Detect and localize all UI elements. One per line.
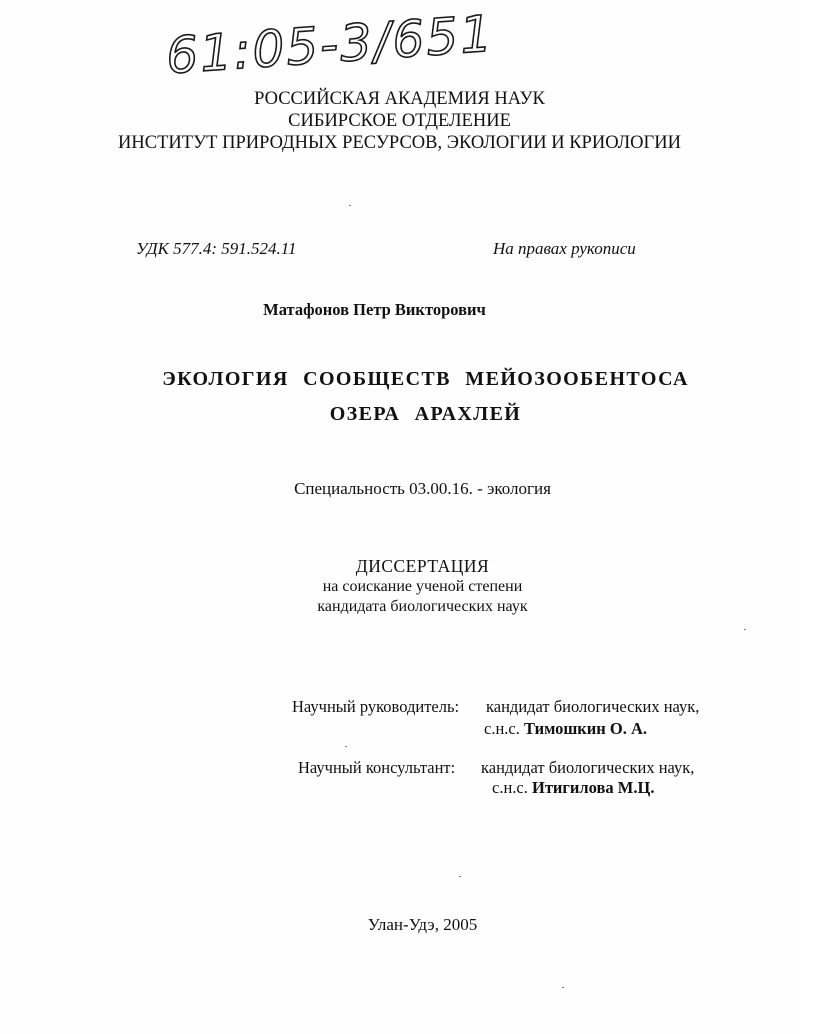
degree-line-1: на соискание ученой степени	[322, 578, 523, 595]
scan-speck	[345, 746, 347, 747]
scan-speck	[562, 987, 564, 988]
branch-name: СИБИРСКОЕ ОТДЕЛЕНИЕ	[288, 111, 511, 131]
institute-name: ИНСТИТУТ ПРИРОДНЫХ РЕСУРСОВ, ЭКОЛОГИИ И КРИОЛОГИИ	[118, 133, 681, 153]
supervisor-role: Научный руководитель:	[292, 697, 460, 716]
supervisor-name: Тимошкин О. А.	[523, 719, 648, 738]
scan-speck	[459, 876, 461, 877]
thesis-title-line-1: ЭКОЛОГИЯ СООБЩЕСТВ МЕЙОЗООБЕНТОСА	[162, 368, 689, 390]
supervisor-degree: кандидат биологических наук,	[486, 697, 700, 716]
author-name: Матафонов Петр Викторович	[263, 300, 486, 319]
scan-speck	[744, 629, 746, 630]
thesis-title-line-2: ОЗЕРА АРАХЛЕЙ	[329, 403, 522, 425]
udk-code: УДК 577.4: 591.524.11	[136, 239, 297, 258]
specialty: Специальность 03.00.16. - экология	[294, 479, 551, 498]
manuscript-rights: На правах рукописи	[493, 239, 636, 258]
dissertation-heading: ДИССЕРТАЦИЯ	[355, 556, 490, 576]
consultant-rank: с.н.с.	[492, 778, 528, 797]
handwritten-code-text: 61:05-3/651	[164, 4, 496, 86]
consultant-name-line	[492, 778, 654, 798]
supervisor-rank: с.н.с.	[484, 719, 520, 738]
consultant-degree: кандидат биологических наук,	[481, 758, 695, 777]
scan-speck	[349, 205, 351, 206]
academy-name: РОССИЙСКАЯ АКАДЕМИЯ НАУК	[254, 89, 545, 109]
consultant-name: Итигилова М.Ц.	[531, 778, 655, 797]
handwritten-archive-code	[160, 4, 496, 86]
degree-line-2: кандидата биологических наук	[317, 598, 528, 615]
city-year: Улан-Удэ, 2005	[367, 915, 478, 934]
supervisor-name-line	[484, 719, 647, 739]
consultant-role: Научный консультант:	[298, 758, 456, 777]
